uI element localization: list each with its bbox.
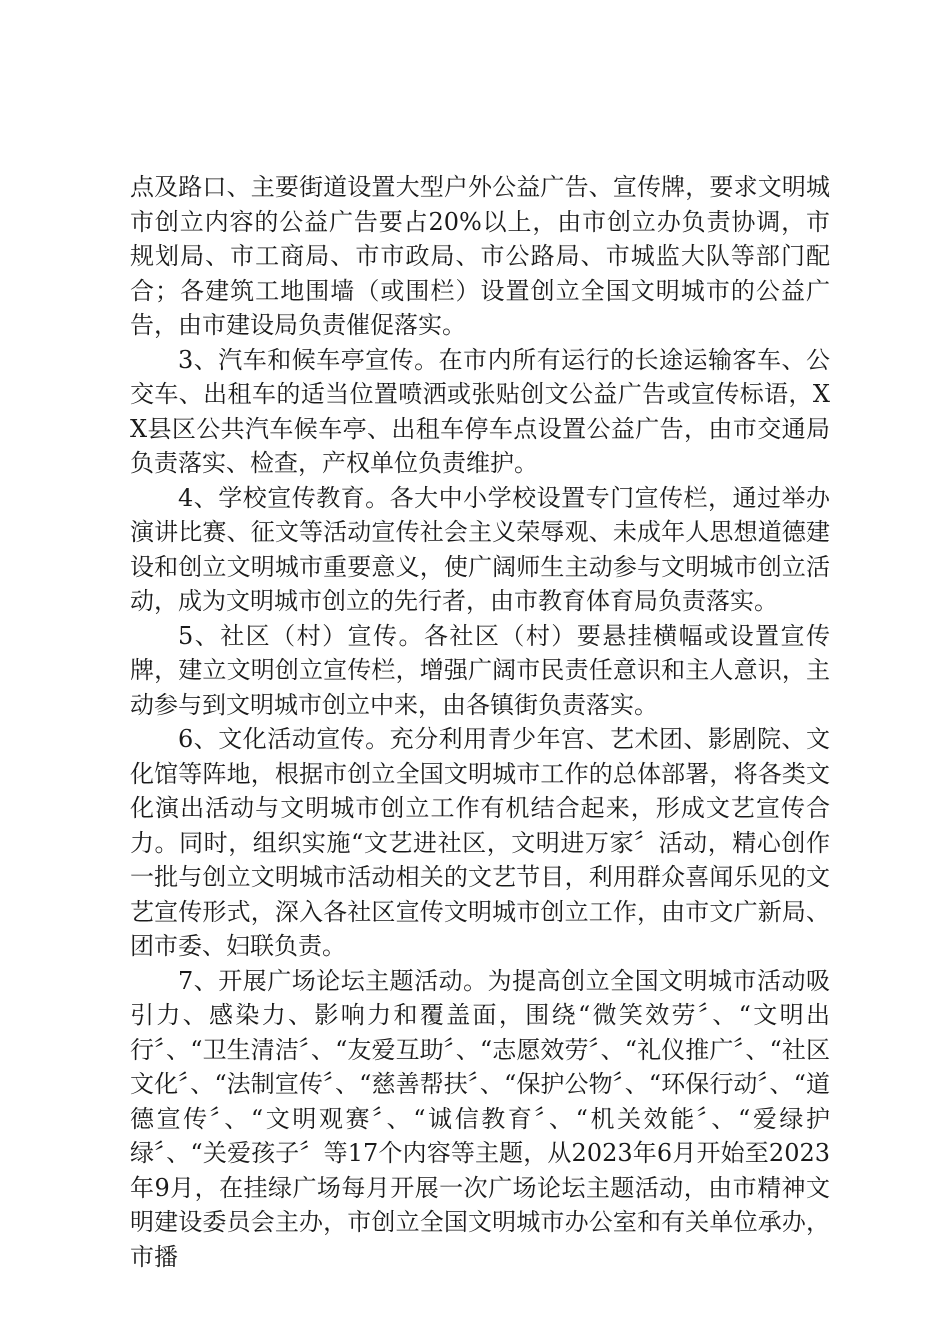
paragraph-square-forum: 7、开展广场论坛主题活动。为提高创立全国文明城市活动吸引力、感染力、影响力和覆盖面，围绕“微笑效劳〞、“文明出行〞、“卫生清洁〞、“友爱互助〞、“志愿效劳〞、“礼仪推广〞、“社区文化〞、“法制宣传〞、“慈善帮扶〞、“保护公物〞、“环保行动〞、“道德宣传〞、“文明观赛〞、“诚信教育〞、“机关效能〞、“爱绿护绿〞、“关爱孩子〞等17个内容等主题，从2023年6月开始至2023年9月，在挂绿广场每月开展一次广场论坛主题活动，由市精神文明建设委员会主办，市创立全国文明城市办公室和有关单位承办，市播 [130, 966, 830, 1271]
paragraph-school-education: 4、学校宣传教育。各大中小学校设置专门宣传栏，通过举办演讲比赛、征文等活动宣传社会主义荣辱观、未成年人思想道德建设和创立文明城市重要意义，使广阔师生主动参与文明城市创立活动，成为文明城市创立的先行者，由市教育体育局负责落实。 [130, 483, 830, 615]
paragraph-continued: 点及路口、主要街道设置大型户外公益广告、宣传牌，要求文明城市创立内容的公益广告要占20%以上，由市创立办负责协调，市规划局、市工商局、市市政局、市公路局、市城监大队等部门配合；各建筑工地围墙（或围栏）设置创立全国文明城市的公益广告，由市建设局负责催促落实。 [130, 173, 830, 339]
document-body [130, 170, 830, 1274]
paragraph-cultural-activities: 6、文化活动宣传。充分利用青少年宫、艺术团、影剧院、文化馆等阵地，根据市创立全国文明城市工作的总体部署，将各类文化演出活动与文明城市创立工作有机结合起来，形成文艺宣传合力。同时，组织实施“文艺进社区，文明进万家〞活动，精心创作一批与创立文明城市活动相关的文艺节目，利用群众喜闻乐见的文艺宣传形式，深入各社区宣传文明城市创立工作，由市文广新局、团市委、妇联负责。 [130, 725, 830, 960]
paragraph-bus-stop-publicity: 3、汽车和候车亭宣传。在市内所有运行的长途运输客车、公交车、出租车的适当位置喷洒或张贴创文公益广告或宣传标语，XX县区公共汽车候车亭、出租车停车点设置公益广告，由市交通局负责落实、检查，产权单位负责维护。 [130, 345, 830, 477]
paragraph-community-publicity: 5、社区（村）宣传。各社区（村）要悬挂横幅或设置宣传牌，建立文明创立宣传栏，增强广阔市民责任意识和主人意识，主动参与到文明城市创立中来，由各镇街负责落实。 [130, 621, 830, 719]
